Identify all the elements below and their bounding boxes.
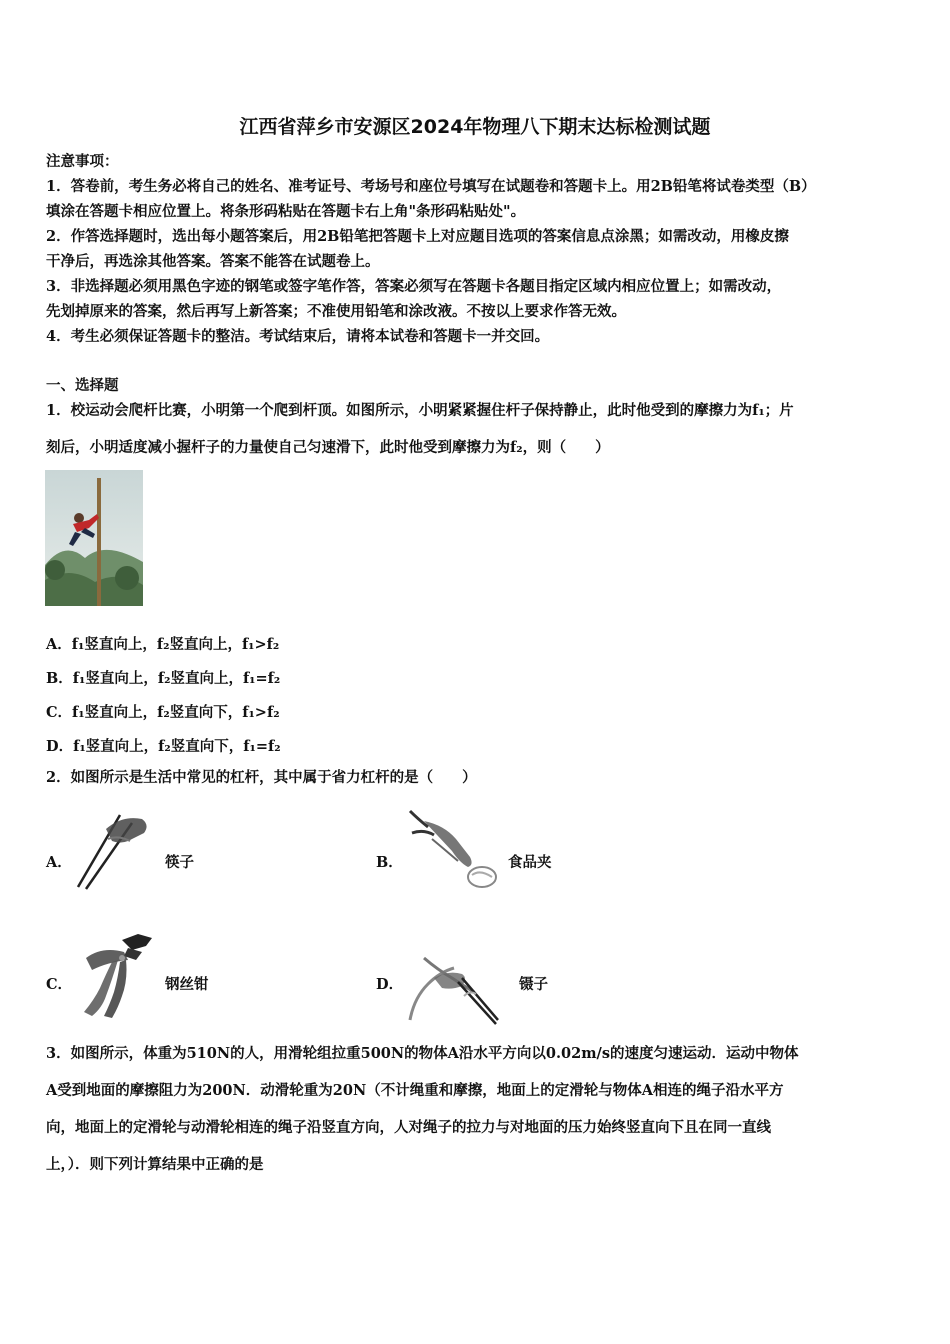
- q2-option-a-name: 筷子: [165, 854, 194, 871]
- q3-stem-line: 上，）．则下列计算结果中正确的是: [46, 1156, 264, 1173]
- q2-option-c-letter[interactable]: C．: [46, 976, 73, 993]
- notice-line: 干净后，再选涂其他答案。答案不能答在试题卷上。: [46, 253, 380, 270]
- q2-option-a-letter[interactable]: A．: [46, 854, 72, 871]
- notice-line: 3．非选择题必须用黑色字迹的钢笔或签字笔作答，答案必须写在答题卡各题目指定区域内相应位置上；如需改动，: [46, 278, 782, 295]
- q2-option-d-name: 镊子: [519, 976, 548, 993]
- notice-line: 2．作答选择题时，选出每小题答案后，用2B铅笔把答题卡上对应题目选项的答案信息点涂黑；如需改动，用橡皮擦: [46, 228, 789, 245]
- q1-option-a[interactable]: A．f₁竖直向上，f₂竖直向上，f₁>f₂: [46, 636, 280, 653]
- chopsticks-image: [72, 805, 152, 890]
- q3-stem-line: A受到地面的摩擦阻力为200N．动滑轮重为20N（不计绳重和摩擦，地面上的定滑轮与物体A相连的绳子沿水平方: [46, 1082, 784, 1099]
- food-tongs-image: [404, 805, 500, 895]
- notice-line: 先划掉原来的答案，然后再写上新答案；不准使用铅笔和涂改液。不按以上要求作答无效。: [46, 303, 626, 320]
- notice-line: 1．答卷前，考生务必将自己的姓名、准考证号、考场号和座位号填写在试题卷和答题卡上。用2B铅笔将试卷类型（B）: [46, 178, 816, 195]
- q1-stem-line1: 1．校运动会爬杆比赛，小明第一个爬到杆顶。如图所示，小明紧紧握住杆子保持静止，此时他受到的摩擦力为f₁；片: [46, 402, 794, 419]
- climbing-pole-photo: [45, 470, 143, 606]
- q2-option-d-letter[interactable]: D．: [376, 976, 404, 993]
- notice-line: 填涂在答题卡相应位置上。将条形码粘贴在答题卡右上角"条形码粘贴处"。: [46, 203, 526, 220]
- q1-option-c[interactable]: C．f₁竖直向上，f₂竖直向下，f₁>f₂: [46, 704, 280, 721]
- notice-line: 4．考生必须保证答题卡的整洁。考试结束后，请将本试卷和答题卡一并交回。: [46, 328, 550, 345]
- wire-pliers-image: [72, 930, 162, 1022]
- q2-option-c-name: 钢丝钳: [165, 976, 209, 993]
- q2-option-b-name: 食品夹: [508, 854, 552, 871]
- q2-stem: 2．如图所示是生活中常见的杠杆，其中属于省力杠杆的是（ ）: [46, 769, 477, 786]
- q2-option-b-letter[interactable]: B．: [376, 854, 403, 871]
- q1-option-b[interactable]: B．f₁竖直向上，f₂竖直向上，f₁=f₂: [46, 670, 281, 687]
- q3-stem-line: 3．如图所示，体重为510N的人，用滑轮组拉重500N的物体A沿水平方向以0.02m/s的速度匀速运动．运动中物体: [46, 1045, 799, 1062]
- notice-heading: 注意事项：: [46, 153, 119, 170]
- page-title: 江西省萍乡市安源区2024年物理八下期末达标检测试题: [239, 116, 711, 138]
- section-heading: 一、选择题: [46, 377, 119, 394]
- q3-stem-line: 向，地面上的定滑轮与动滑轮相连的绳子沿竖直方向，人对绳子的拉力与对地面的压力始终竖直向下且在同一直线: [46, 1119, 771, 1136]
- tweezers-image: [404, 948, 504, 1028]
- q1-option-d[interactable]: D．f₁竖直向上，f₂竖直向下，f₁=f₂: [46, 738, 281, 755]
- q1-stem-line2: 刻后，小明适度减小握杆子的力量使自己匀速滑下，此时他受到摩擦力为f₂，则（ ）: [46, 439, 610, 456]
